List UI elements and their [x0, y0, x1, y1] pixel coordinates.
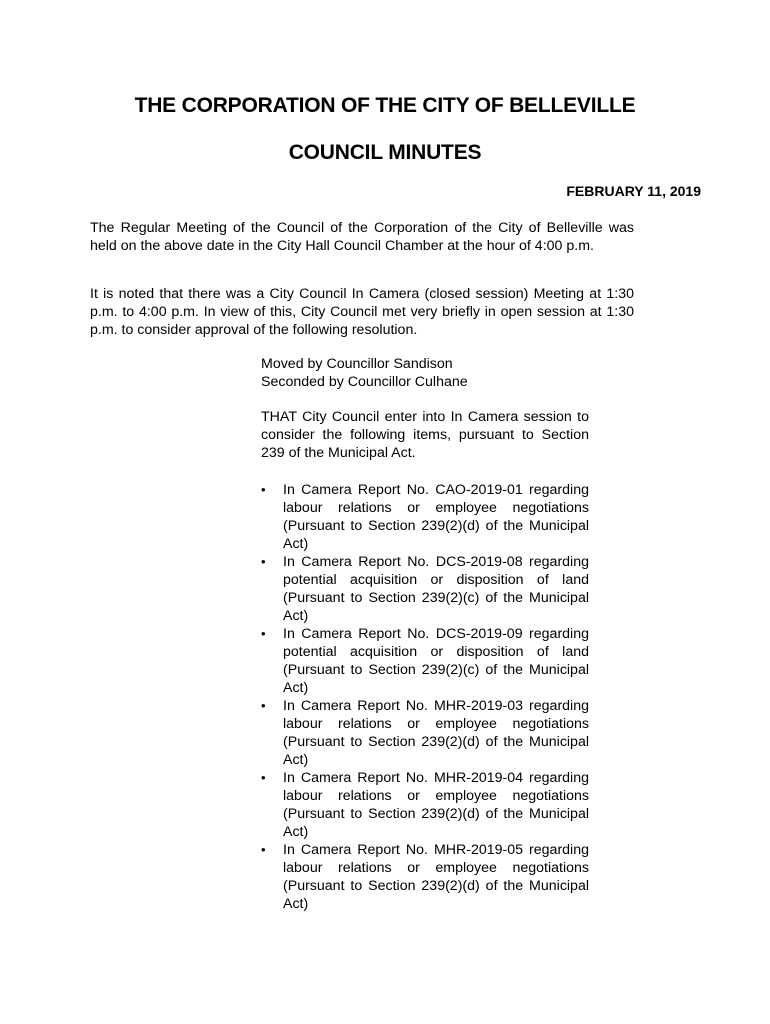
list-item-text: In Camera Report No. CAO-2019-01 regarding labour relations or employee negotiations (Pursuant to Section 239(2)(d) of the Municipal Act) [283, 482, 589, 552]
meeting-date: FEBRUARY 11, 2019 [566, 183, 701, 199]
moved-by-line: Moved by Councillor Sandison [261, 356, 453, 372]
document-subtitle: COUNCIL MINUTES [288, 141, 482, 164]
list-item [261, 769, 589, 841]
in-camera-note-paragraph: It is noted that there was a City Council In Camera (closed session) Meeting at 1:30 p.m. to 4:00 p.m. In view of this, City Council met very briefly in open session at 1:30 p.m. to consider approval of the following resolution. [90, 286, 634, 338]
list-item [261, 841, 589, 913]
document-title: THE CORPORATION OF THE CITY OF BELLEVILLE [134, 94, 636, 117]
list-item [261, 553, 589, 625]
bullet-icon: • [261, 554, 266, 569]
list-item [261, 625, 589, 697]
list-item-text: In Camera Report No. DCS-2019-09 regarding potential acquisition or disposition of land (Pursuant to Section 239(2)(c) of the Municipal Act) [283, 626, 589, 696]
list-item-text: In Camera Report No. DCS-2019-08 regarding potential acquisition or disposition of land (Pursuant to Section 239(2)(c) of the Municipal Act) [283, 554, 589, 624]
opening-paragraph: The Regular Meeting of the Council of the Corporation of the City of Belleville was held on the above date in the City Hall Council Chamber at the hour of 4:00 p.m. [90, 220, 634, 254]
in-camera-items-list [261, 481, 589, 913]
bullet-icon: • [261, 698, 266, 713]
list-item-text: In Camera Report No. MHR-2019-05 regarding labour relations or employee negotiations (Pursuant to Section 239(2)(d) of the Municipal Act) [283, 842, 589, 912]
list-item [261, 481, 589, 553]
seconded-by-line: Seconded by Councillor Culhane [261, 374, 468, 390]
list-item-text: In Camera Report No. MHR-2019-04 regarding labour relations or employee negotiations (Pursuant to Section 239(2)(d) of the Municipal Act) [283, 770, 589, 840]
list-item-text: In Camera Report No. MHR-2019-03 regarding labour relations or employee negotiations (Pursuant to Section 239(2)(d) of the Municipal Act) [283, 698, 589, 768]
bullet-icon: • [261, 482, 266, 497]
bullet-icon: • [261, 842, 266, 857]
resolution-text: THAT City Council enter into In Camera session to consider the following items, pursuant to Section 239 of the Municipal Act. [261, 409, 589, 461]
bullet-icon: • [261, 626, 266, 641]
list-item [261, 697, 589, 769]
bullet-icon: • [261, 770, 266, 785]
